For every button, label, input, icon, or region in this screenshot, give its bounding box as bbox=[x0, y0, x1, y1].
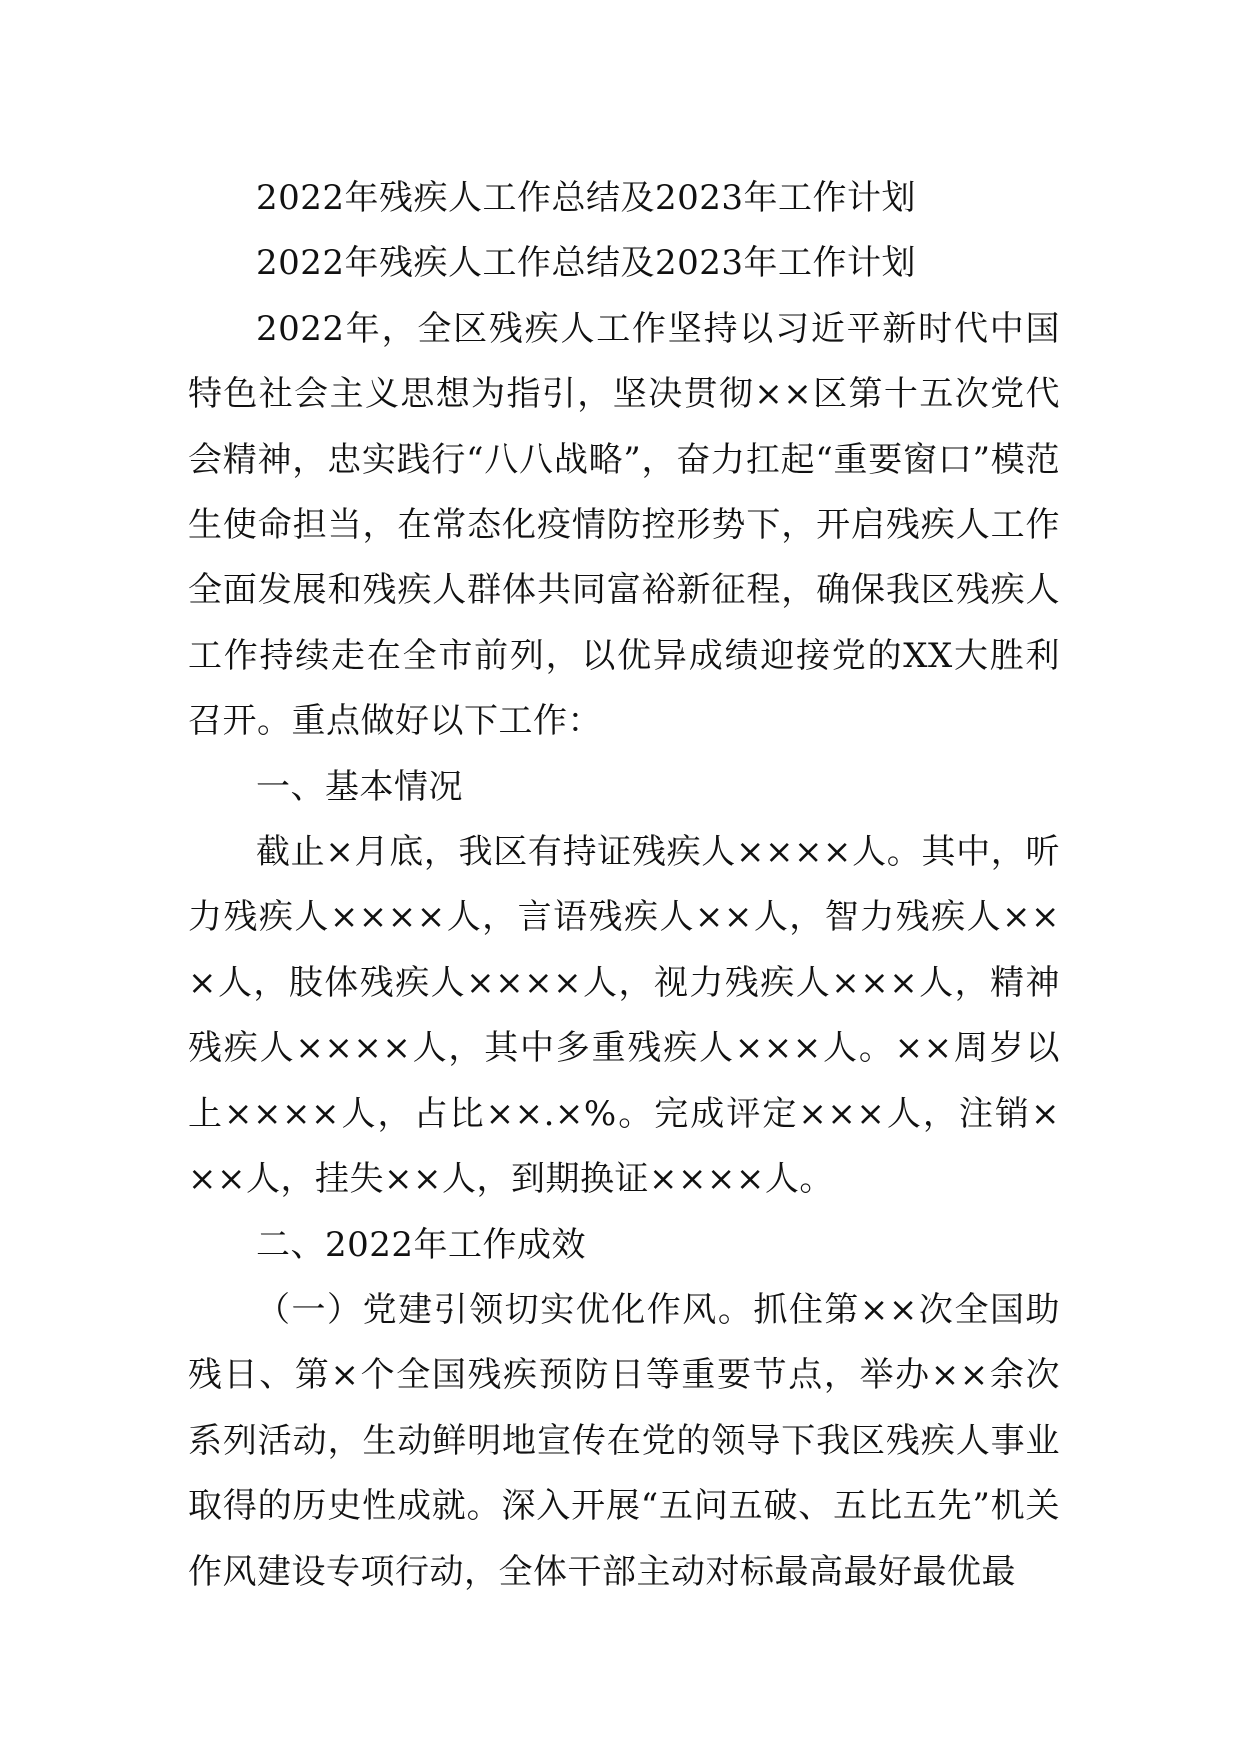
section-2-heading: 二、2022年工作成效 bbox=[256, 1224, 587, 1265]
intro-paragraph: 2022年，全区残疾人工作坚持以习近平新时代中国特色社会主义思想为指引，坚决贯彻××区第十五次党代会精神，忠实践行“八八战略”，奋力扛起“重要窗口”模范生使命担当，在常态化疫情防控形势下，开启残疾人工作全面发展和残疾人群体共同富裕新征程，确保我区残疾人工作持续走在全市前列，以优异成绩迎接党的XX大胜利召开。重点做好以下工作： bbox=[188, 308, 1060, 742]
document-body bbox=[188, 166, 1060, 1605]
document-title-line-1: 2022年残疾人工作总结及2023年工作计划 bbox=[256, 178, 917, 218]
section-1-paragraph: 截止×月底，我区有持证残疾人××××人。其中，听力残疾人××××人，言语残疾人××人，智力残疾人×××人，肢体残疾人××××人，视力残疾人×××人，精神残疾人××××人，其中多重残疾人×××人。××周岁以上××××人，占比××.×%。完成评定×××人，注销×××人，挂失××人，到期换证××××人。 bbox=[188, 832, 1060, 1200]
section-2-item-1-paragraph: （一）党建引领切实优化作风。抓住第××次全国助残日、第×个全国残疾预防日等重要节点，举办××余次系列活动，生动鲜明地宣传在党的领导下我区残疾人事业取得的历史性成就。深入开展“五问五破、五比五先”机关作风建设专项行动，全体干部主动对标最高最好最优最 bbox=[188, 1289, 1060, 1592]
section-1-heading: 一、基本情况 bbox=[256, 766, 463, 807]
document-title-line-2: 2022年残疾人工作总结及2023年工作计划 bbox=[256, 243, 917, 284]
